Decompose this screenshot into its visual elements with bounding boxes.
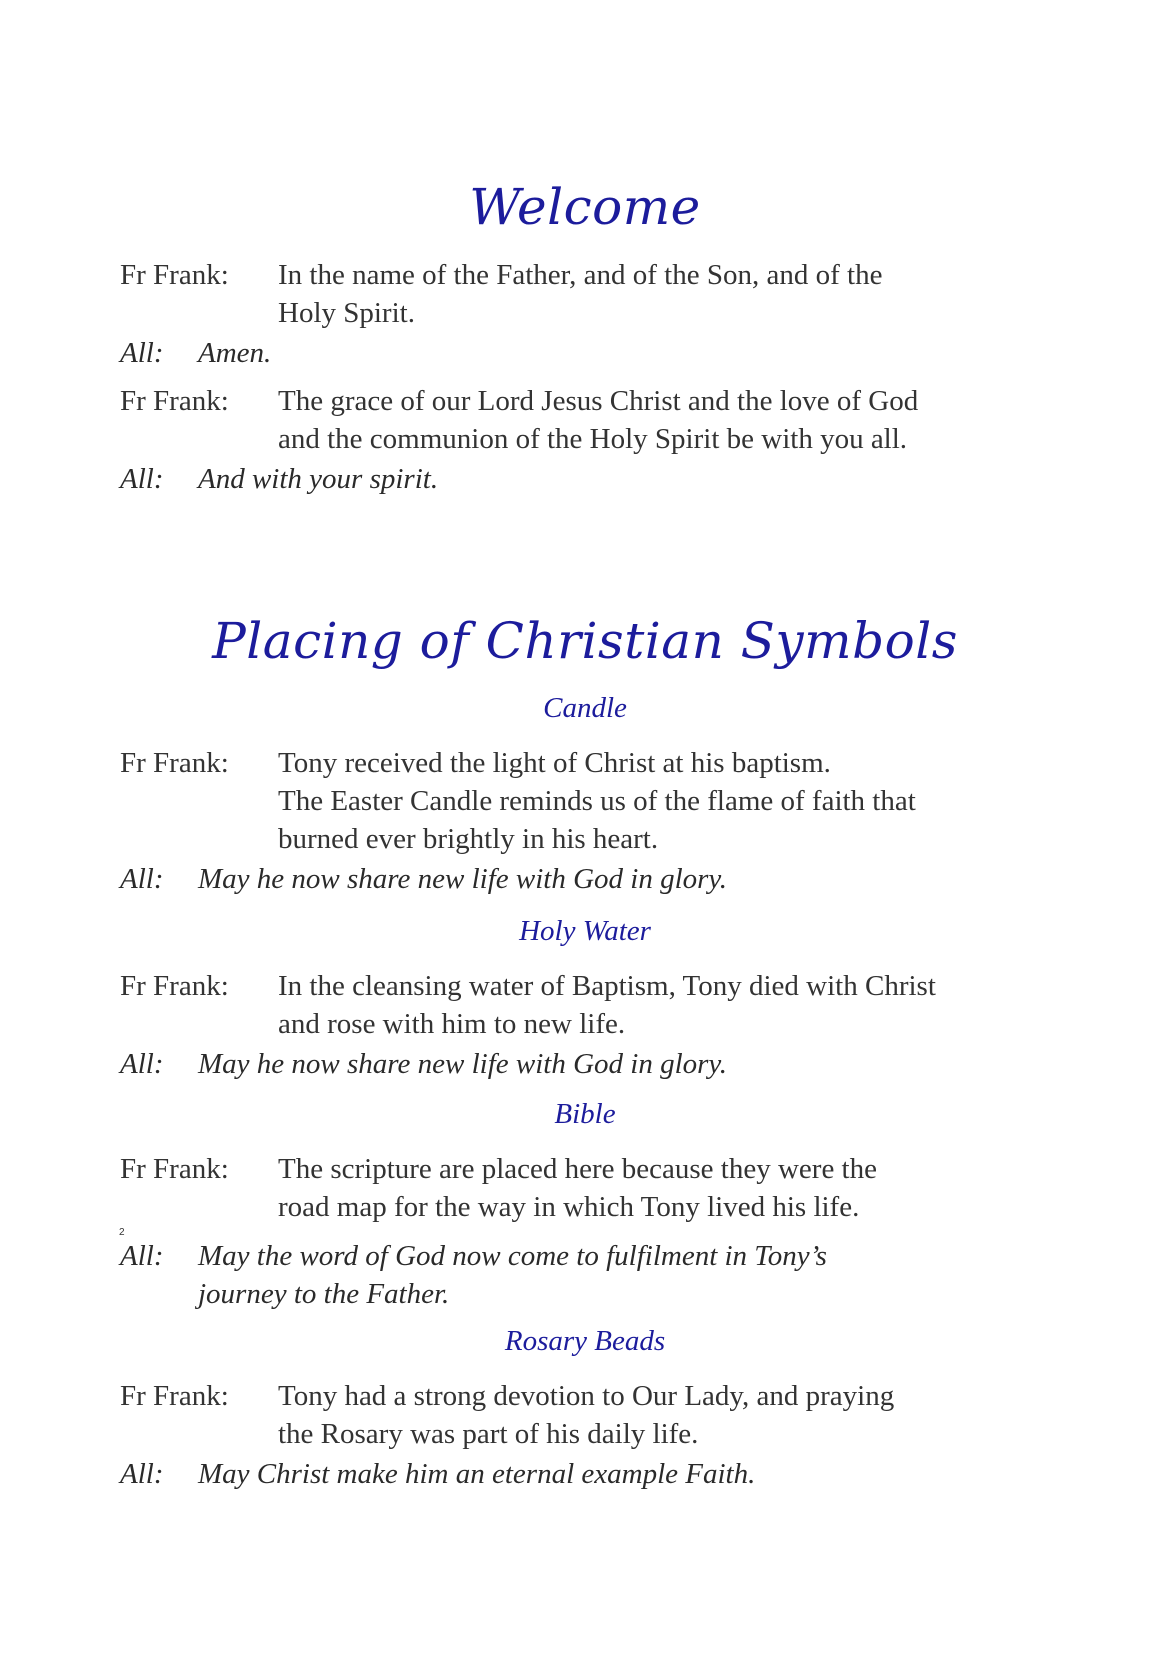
- speaker-label: All:: [120, 1240, 164, 1272]
- speaker-label: Fr Frank:: [120, 747, 229, 779]
- symbols-heading: Placing of Christian Symbols: [212, 612, 958, 670]
- welcome-heading: Welcome: [469, 178, 701, 236]
- page-number: 2: [119, 1227, 125, 1238]
- text-line: road map for the way in which Tony lived his life.: [278, 1191, 860, 1223]
- response-text: [198, 1237, 1068, 1313]
- speaker-label: All:: [120, 463, 164, 495]
- text-line: and the communion of the Holy Spirit be with you all.: [278, 423, 908, 455]
- text-line: The Easter Candle reminds us of the flame of faith that: [278, 785, 916, 817]
- text-line: In the name of the Father, and of the Son, and of the: [278, 259, 883, 291]
- text-line: burned ever brightly in his heart.: [278, 823, 659, 855]
- speaker-label: Fr Frank:: [120, 1153, 229, 1185]
- rosary-subheading: Rosary Beads: [504, 1325, 666, 1357]
- text-line: The scripture are placed here because they were the: [278, 1153, 877, 1185]
- response-text: And with your spirit.: [198, 463, 439, 495]
- response-text: [278, 967, 1078, 1043]
- bible-subheading: Bible: [554, 1098, 616, 1130]
- response-text: May Christ make him an eternal example Faith.: [198, 1458, 756, 1490]
- speaker-label: Fr Frank:: [120, 970, 229, 1002]
- speaker-label: All:: [120, 1048, 164, 1080]
- candle-subheading: Candle: [543, 692, 627, 724]
- text-line: Tony had a strong devotion to Our Lady, and praying: [278, 1380, 895, 1412]
- response-text: Amen.: [198, 337, 272, 369]
- speaker-label: All:: [120, 1458, 164, 1490]
- text-line: the Rosary was part of his daily life.: [278, 1418, 699, 1450]
- response-text: May he now share new life with God in glory.: [198, 863, 727, 895]
- response-text: [278, 1150, 1078, 1226]
- text-line: and rose with him to new life.: [278, 1008, 626, 1040]
- text-line: May the word of God now come to fulfilment in Tony’s: [198, 1240, 827, 1272]
- text-line: In the cleansing water of Baptism, Tony died with Christ: [278, 970, 936, 1002]
- text-line: Tony received the light of Christ at his baptism.: [278, 747, 831, 779]
- text-line: Holy Spirit.: [278, 297, 415, 329]
- response-text: [278, 256, 1078, 332]
- holy-water-subheading: Holy Water: [519, 915, 651, 947]
- response-text: May he now share new life with God in glory.: [198, 1048, 727, 1080]
- speaker-label: All:: [120, 863, 164, 895]
- response-text: [278, 744, 1078, 858]
- response-text: [278, 382, 1078, 458]
- response-text: [278, 1377, 1078, 1453]
- speaker-label: Fr Frank:: [120, 385, 229, 417]
- speaker-label: Fr Frank:: [120, 259, 229, 291]
- speaker-label: Fr Frank:: [120, 1380, 229, 1412]
- text-line: The grace of our Lord Jesus Christ and the love of God: [278, 385, 919, 417]
- speaker-label: All:: [120, 337, 164, 369]
- text-line: journey to the Father.: [198, 1278, 450, 1310]
